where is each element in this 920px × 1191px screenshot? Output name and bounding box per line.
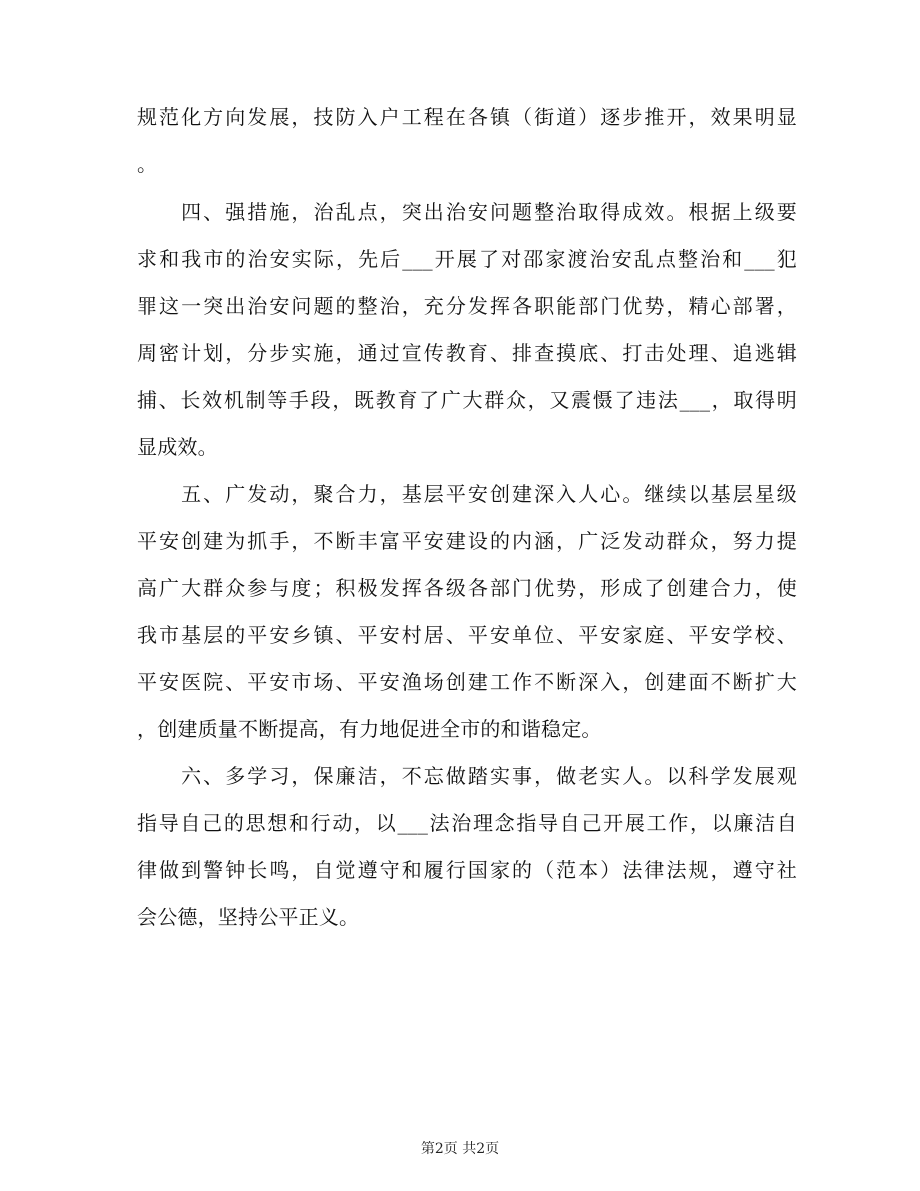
text-line: 显成效。 (137, 435, 218, 459)
text-line: 六、多学习，保廉洁，不忘做踏实事，做老实人。以科学发展观 (137, 764, 797, 788)
text-line: 五、广发动，聚合力，基层平安创建深入人心。继续以基层星级 (137, 482, 797, 506)
text-line: 捕、长效机制等手段，既教育了广大群众，又震慑了违法___，取得明 (137, 388, 797, 412)
text-line: 指导自己的思想和行动，以___法治理念指导自己开展工作，以廉洁自 (137, 811, 797, 835)
text-line: 高广大群众参与度；积极发挥各级各部门优势，形成了创建合力，使 (137, 576, 797, 600)
text-line: 四、强措施，治乱点，突出治安问题整治取得成效。根据上级要 (137, 200, 797, 224)
text-line: 。 (137, 152, 158, 176)
page-footer: 第2页 共2页 (420, 1141, 500, 1157)
text-line: 平安医院、平安市场、平安渔场创建工作不断深入，创建面不断扩大 (137, 670, 797, 694)
text-line: 我市基层的平安乡镇、平安村居、平安单位、平安家庭、平安学校、 (137, 623, 797, 647)
text-line: 周密计划，分步实施，通过宣传教育、排查摸底、打击处理、追逃辑 (137, 341, 797, 365)
text-line: 罪这一突出治安问题的整治，充分发挥各职能部门优势，精心部署， (137, 294, 797, 318)
text-line: 平安创建为抓手，不断丰富平安建设的内涵，广泛发动群众，努力提 (137, 529, 797, 553)
text-line: 会公德，坚持公平正义。 (137, 905, 360, 929)
text-line: 律做到警钟长鸣，自觉遵守和履行国家的（范本）法律法规，遵守社 (137, 858, 797, 882)
text-line: ，创建质量不断提高，有力地促进全市的和谐稳定。 (137, 717, 602, 741)
text-line: 求和我市的治安实际，先后___开展了对邵家渡治安乱点整治和___犯 (137, 247, 797, 271)
text-line: 规范化方向发展，技防入户工程在各镇（街道）逐步推开，效果明显 (137, 105, 797, 129)
